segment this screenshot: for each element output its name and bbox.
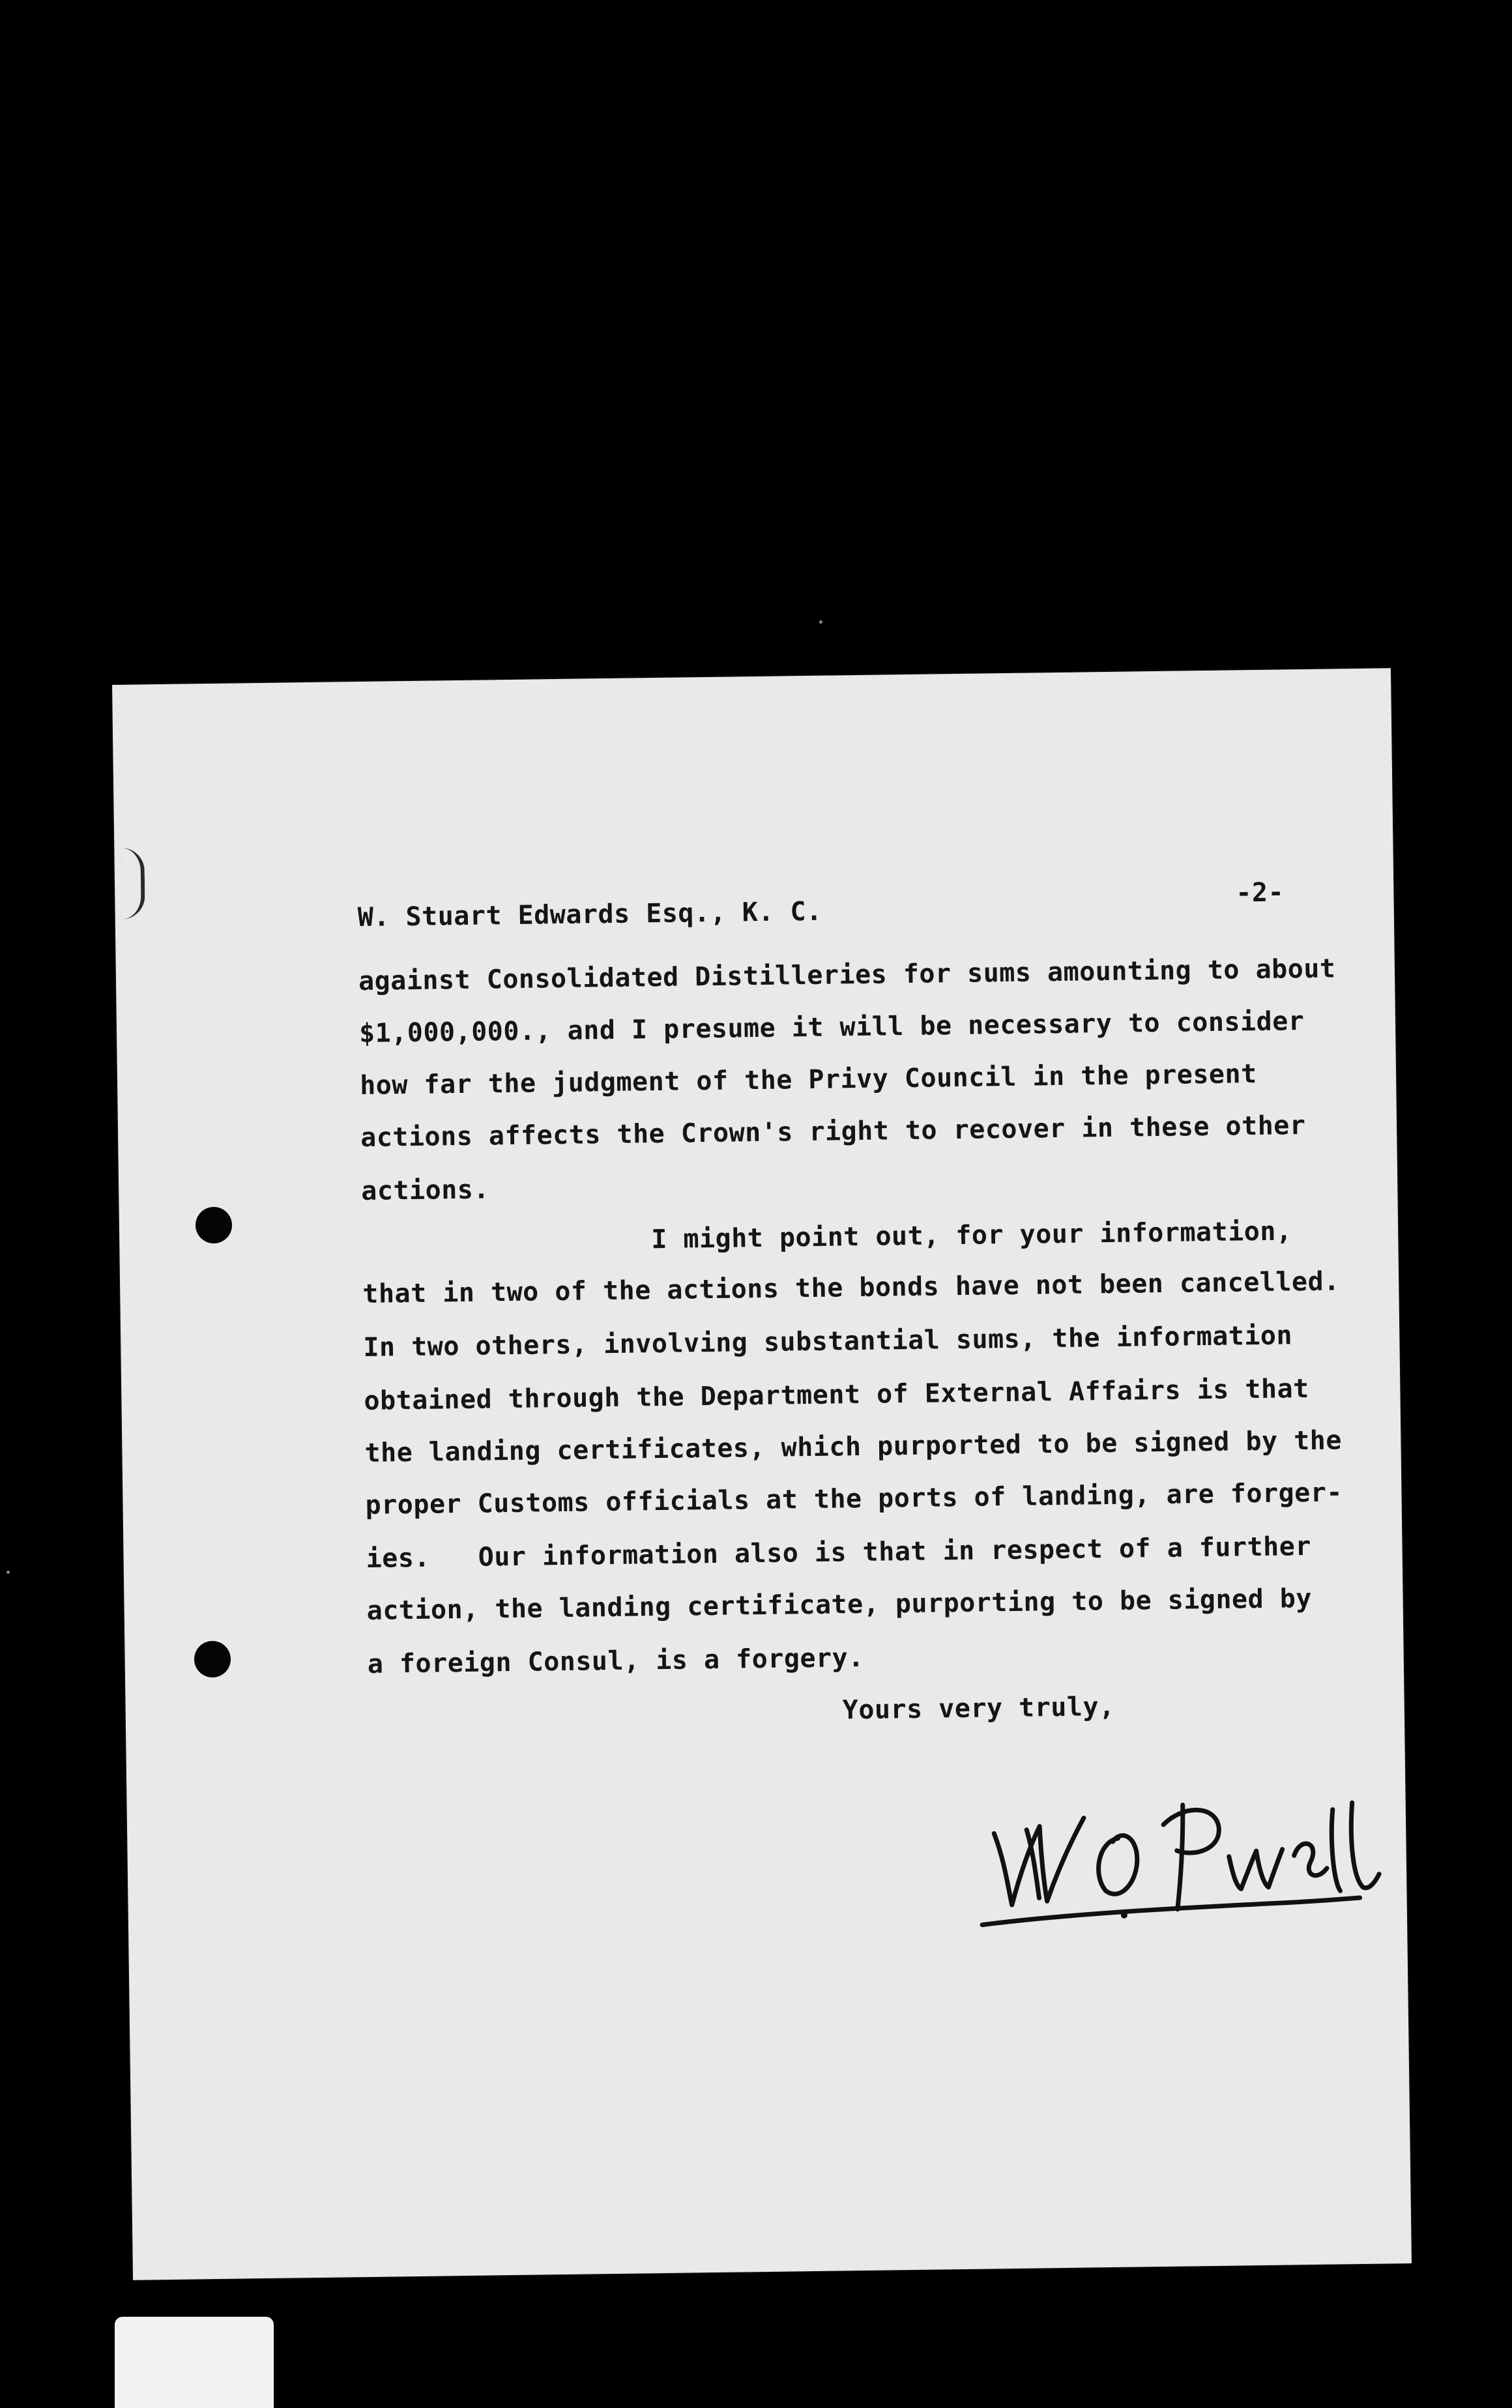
body-line: actions affects the Crown's right to recover in these other	[360, 1110, 1306, 1153]
body-line: In two others, involving substantial sums, the information	[363, 1320, 1293, 1363]
handwritten-signature	[967, 1757, 1387, 1945]
punch-hole-upper	[196, 1207, 232, 1243]
body-line: I might point out, for your information,	[650, 1216, 1292, 1255]
film-speck	[819, 620, 822, 624]
film-speck	[7, 1571, 10, 1574]
body-line: that in two of the actions the bonds have not been cancelled.	[362, 1266, 1341, 1309]
body-line: $1,000,000., and I presume it will be necessary to consider	[358, 1006, 1305, 1049]
body-line: proper Customs officials at the ports of landing, are forger-	[365, 1477, 1343, 1520]
body-line: ies. Our information also is that in respect of a further	[366, 1531, 1312, 1574]
body-line: how far the judgment of the Privy Council in the present	[359, 1059, 1257, 1101]
page-edge-mark	[121, 847, 145, 919]
page-number: -2-	[1236, 877, 1285, 908]
body-line: against Consolidated Distilleries for sums amounting to about	[358, 953, 1336, 997]
closing: Yours very truly,	[842, 1691, 1115, 1726]
body-line: the landing certificates, which purported to be signed by the	[364, 1425, 1343, 1468]
body-line: a foreign Consul, is a forgery.	[367, 1642, 865, 1679]
addressee-header: W. Stuart Edwards Esq., K. C.	[357, 896, 822, 933]
film-frame-tab	[115, 2317, 274, 2408]
body-line: action, the landing certificate, purporting to be signed by	[366, 1583, 1313, 1626]
body-line: obtained through the Department of External Affairs is that	[364, 1373, 1310, 1416]
punch-hole-lower	[194, 1641, 231, 1677]
document-page	[112, 668, 1412, 2280]
body-line: actions.	[360, 1174, 490, 1207]
